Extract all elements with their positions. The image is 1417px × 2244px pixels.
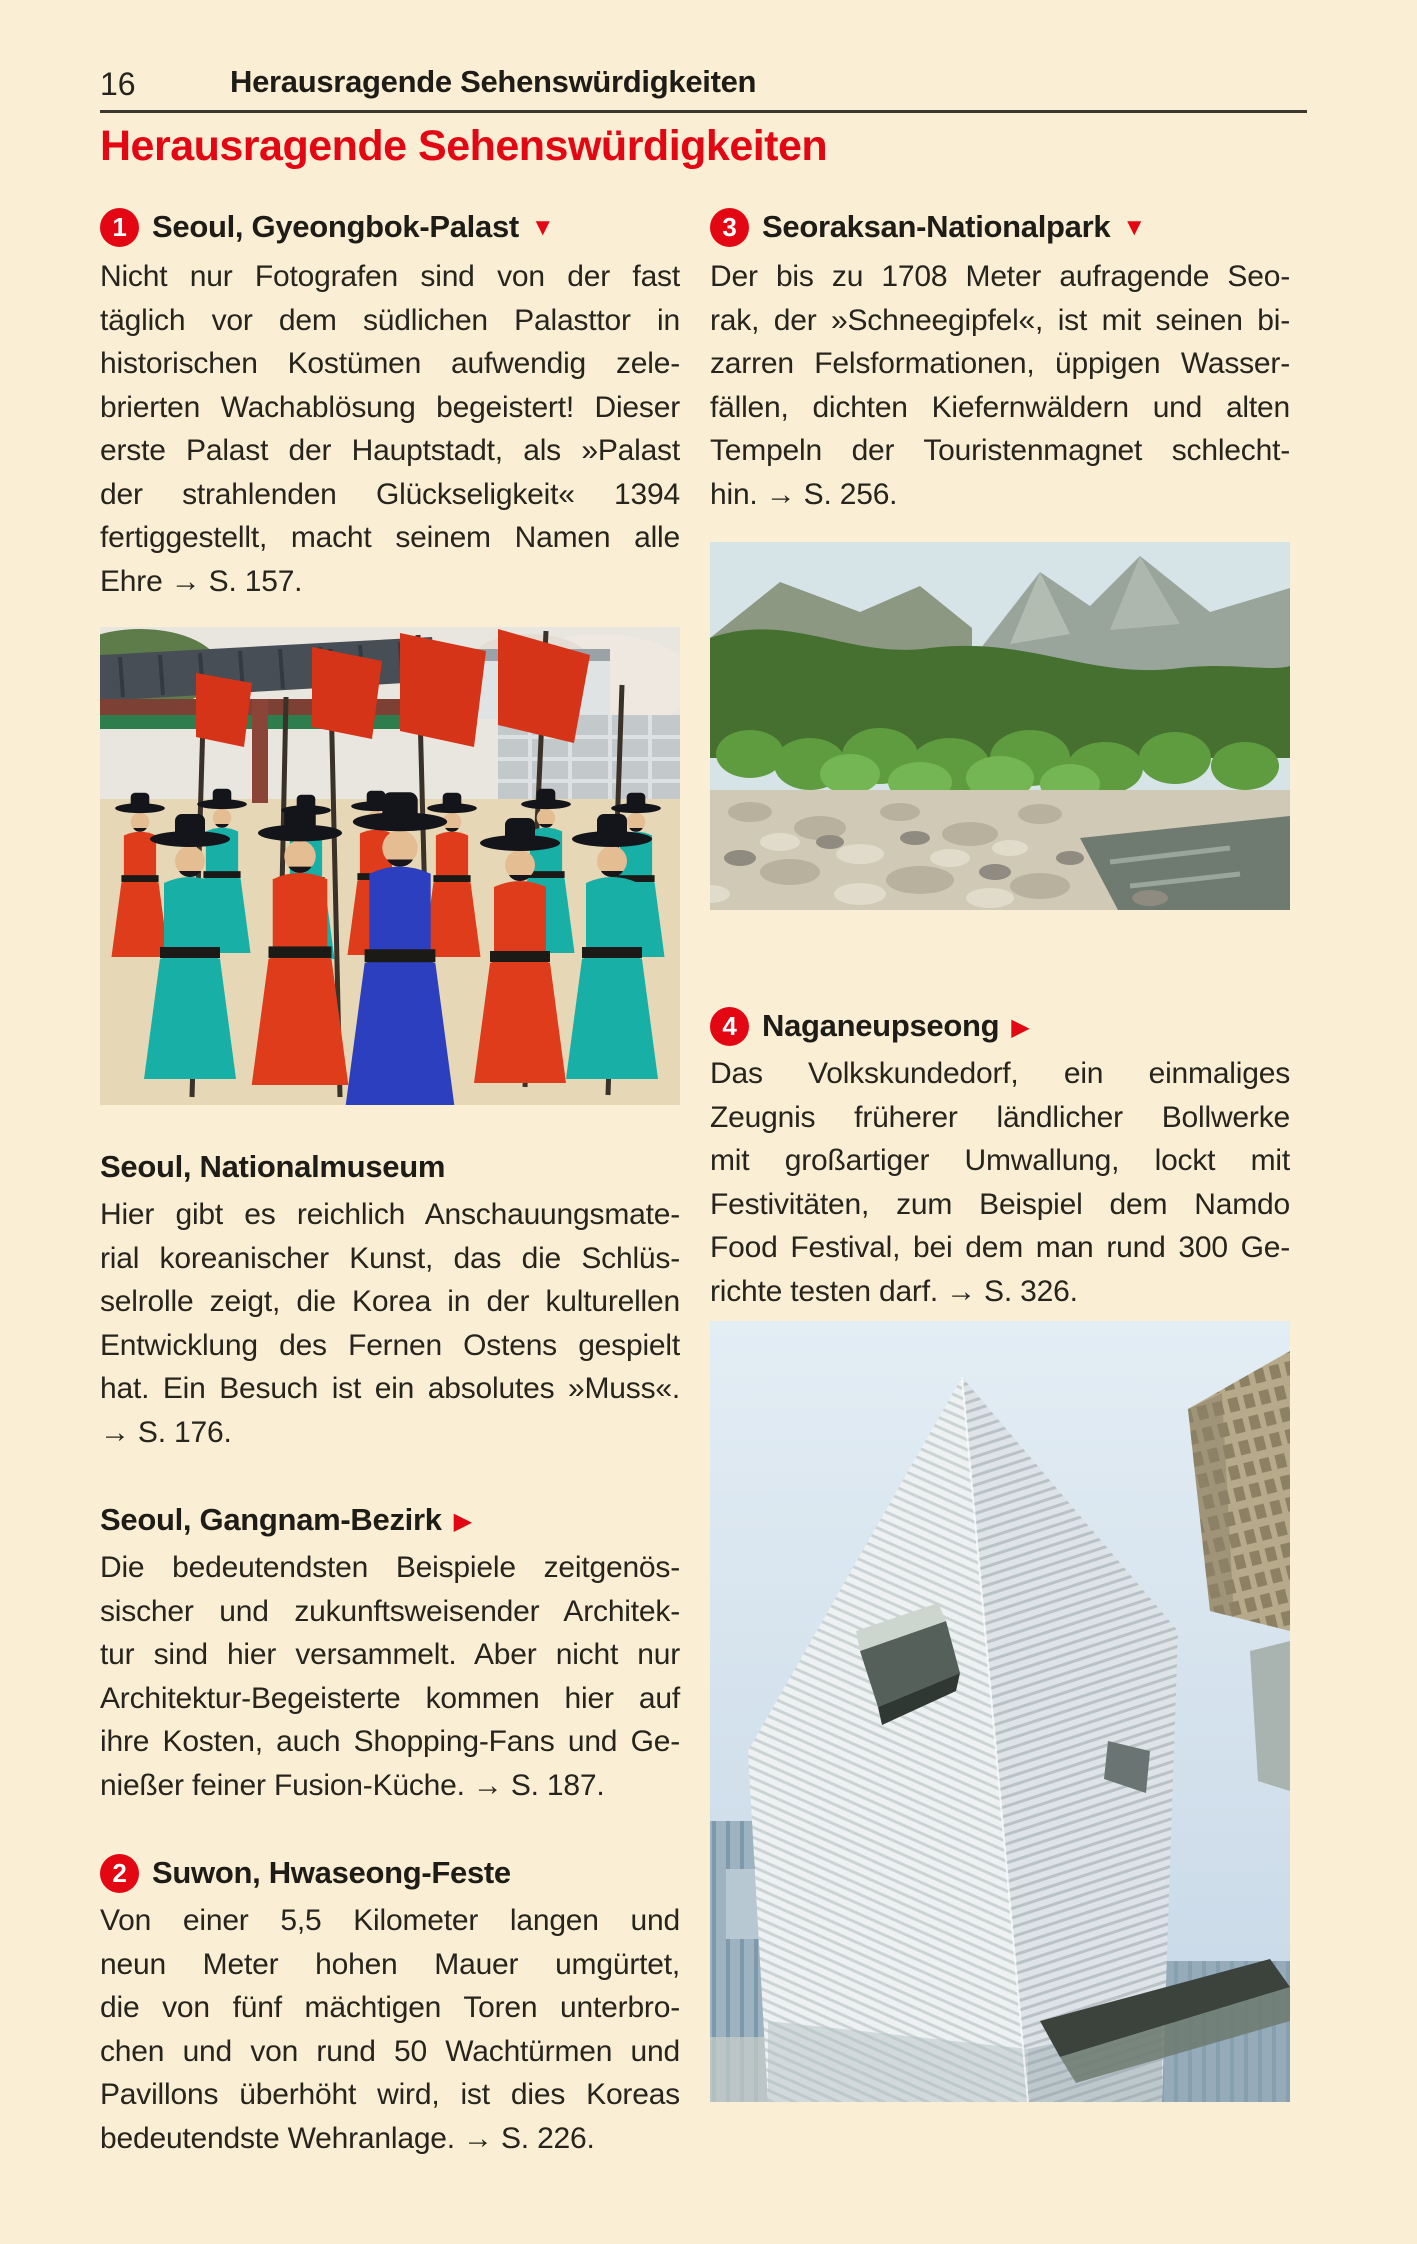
- entry-title: Seoul, Gyeongbok-Palast: [152, 209, 519, 244]
- entry-number-badge-3: 3: [710, 208, 749, 247]
- photo-direction-down-icon: ▼: [530, 214, 555, 241]
- text-line: sischer und zukunftsweisender Architek-: [100, 1594, 680, 1628]
- entry-text-suwon: [100, 1899, 680, 2160]
- entry-text-seoraksan: [710, 255, 1290, 516]
- entry-title: Seoraksan-Nationalpark: [762, 209, 1111, 244]
- entry-text-nationalmuseum: [100, 1193, 680, 1454]
- text-line: ihre Kosten, auch Shopping-Fans und Ge-: [100, 1725, 680, 1758]
- text-line: Der bis zu 1708 Meter aufragende Seo-: [710, 260, 1290, 293]
- right-column: [710, 205, 1290, 2102]
- running-header-title: Herausragende Sehenswürdigkeiten: [230, 64, 757, 99]
- entry-heading-seoraksan: [710, 205, 1290, 249]
- header-rule: [100, 110, 1307, 113]
- entry-number-badge-4: 4: [710, 1007, 749, 1046]
- gangnam-tower-photo: [710, 1321, 1290, 2102]
- text-line: erste Palast der Hauptstadt, als »Palast: [100, 434, 680, 467]
- text-line: Nicht nur Fotografen sind von der fast: [100, 260, 680, 293]
- text-line: zarren Felsformationen, üppigen Wasser-: [710, 347, 1290, 380]
- text-line: Hier gibt es reichlich Anschauungsmate-: [100, 1198, 680, 1231]
- text-line: hin. → S. 256.: [710, 477, 898, 511]
- entry-title: Suwon, Hwaseong-Feste: [152, 1855, 511, 1890]
- entry-title: Seoul, Nationalmuseum: [100, 1149, 446, 1184]
- entry-title: Naganeupseong: [762, 1008, 1000, 1043]
- text-line: täglich vor dem südlichen Palasttor in: [100, 303, 680, 337]
- seoraksan-photo: [710, 542, 1290, 910]
- text-line: Architektur-Begeisterte kommen hier auf: [100, 1681, 680, 1715]
- text-line: fällen, dichten Kiefernwäldern und alten: [710, 390, 1290, 424]
- left-column: [100, 205, 680, 2160]
- text-line: selrolle zeigt, die Korea in der kulturellen: [100, 1285, 680, 1318]
- text-line: rial koreanischer Kunst, das die Schlüs-: [100, 1241, 680, 1275]
- entry-text-naganeupseong: [710, 1052, 1290, 1313]
- heading-gangnam: [100, 1498, 680, 1542]
- text-line: richte testen darf. → S. 326.: [710, 1274, 1078, 1308]
- text-line: neun Meter hohen Mauer umgürtet,: [100, 1947, 680, 1981]
- entry-heading-gyeongbok: [100, 205, 680, 249]
- text-line: fertiggestellt, macht seinem Namen alle: [100, 521, 680, 554]
- entry-text-gangnam: [100, 1546, 680, 1807]
- text-line: Tempeln der Touristenmagnet schlecht-: [710, 434, 1290, 467]
- entry-heading-suwon: [100, 1851, 680, 1895]
- text-line: brierten Wachablösung begeistert! Dieser: [100, 390, 680, 424]
- guards-photo: [100, 627, 680, 1105]
- text-line: Von einer 5,5 Kilometer langen und: [100, 1904, 680, 1937]
- photo-direction-right-icon: ▶: [453, 1507, 472, 1535]
- photo-direction-right-icon: ▶: [1011, 1013, 1030, 1041]
- text-line: nießer feiner Fusion-Küche. → S. 187.: [100, 1768, 605, 1802]
- page-title: Herausragende Sehenswürdigkeiten: [100, 122, 828, 170]
- heading-nationalmuseum: [100, 1145, 680, 1189]
- seoraksan-photo-illustration: [710, 542, 1290, 910]
- text-line: chen und von rund 50 Wachtürmen und: [100, 2034, 680, 2068]
- page-number: 16: [100, 66, 136, 102]
- photo-direction-down-icon: ▼: [1122, 214, 1146, 241]
- entry-heading-naganeupseong: [710, 1004, 1290, 1048]
- text-line: → S. 176.: [100, 1415, 232, 1449]
- text-line: Das Volkskundedorf, ein einmaliges: [710, 1057, 1290, 1090]
- text-line: Die bedeutendsten Beispiele zeitgenös-: [100, 1551, 680, 1584]
- text-line: der strahlenden Glückseligkeit« 1394: [100, 477, 680, 511]
- text-line: Pavillons überhöht wird, ist dies Koreas: [100, 2078, 680, 2111]
- guards-photo-illustration: [100, 627, 680, 1105]
- entry-text-gyeongbok: [100, 255, 680, 603]
- text-line: Food Festival, bei dem man rund 300 Ge-: [710, 1231, 1290, 1264]
- text-line: Entwicklung des Fernen Ostens gespielt: [100, 1328, 680, 1362]
- entry-number-badge-2: 2: [100, 1854, 139, 1893]
- text-line: hat. Ein Besuch ist ein absolutes »Muss«.: [100, 1372, 680, 1405]
- text-line: bedeutendste Wehranlage. → S. 226.: [100, 2121, 595, 2155]
- text-line: tur sind hier versammelt. Aber nicht nur: [100, 1638, 680, 1671]
- gangnam-tower-photo-illustration: [710, 1321, 1290, 2102]
- entry-title: Seoul, Gangnam-Bezirk: [100, 1502, 442, 1537]
- text-line: rak, der »Schneegipfel«, ist mit seinen bi-: [710, 303, 1290, 337]
- entry-number-badge-1: 1: [100, 208, 139, 247]
- text-line: Zeugnis früherer ländlicher Bollwerke: [710, 1100, 1290, 1134]
- text-line: Ehre → S. 157.: [100, 564, 303, 598]
- text-line: mit großartiger Umwallung, lockt mit: [710, 1144, 1290, 1177]
- text-line: Festivitäten, zum Beispiel dem Namdo: [710, 1187, 1290, 1221]
- text-line: die von fünf mächtigen Toren unterbro-: [100, 1991, 680, 2024]
- text-line: historischen Kostümen aufwendig zele-: [100, 347, 680, 380]
